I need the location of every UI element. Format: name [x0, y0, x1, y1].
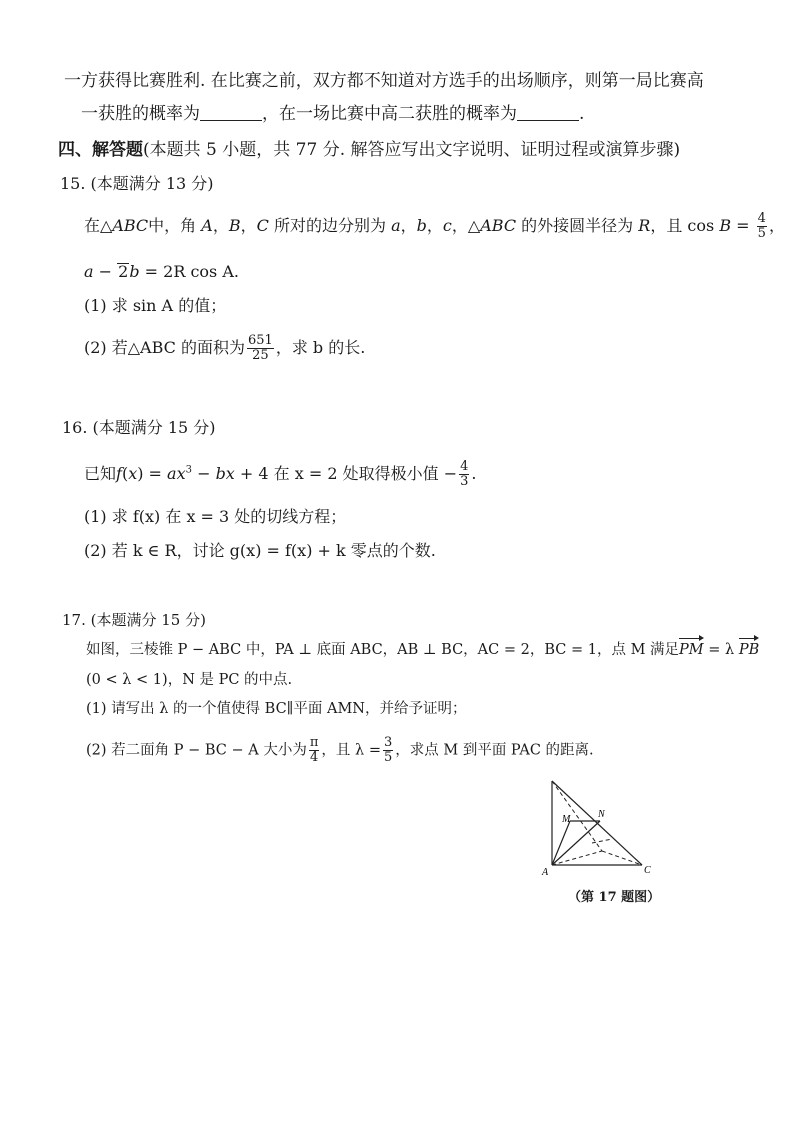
- label-n: N: [598, 809, 605, 820]
- q17-part-1: (1) 请写出 λ 的一个值使得 BC∥平面 AMN，并给予证明；: [86, 701, 467, 717]
- q16-part-1: (1) 求 f(x) 在 x = 3 处的切线方程；: [84, 507, 347, 526]
- label-c: C: [644, 865, 651, 876]
- q16-stem-a: 已知: [84, 464, 117, 483]
- q17-part-2-a: (2) 若二面角 P − BC − A 大小为: [86, 742, 307, 759]
- q17-part-2: [86, 736, 594, 765]
- q16-stem: 已知$f(x) = ax^3$ − bx + 4 在 x = 2 处取得极小值 − $\frac{4}{3}$ .: [84, 459, 477, 489]
- q15-header: 15. (本题满分 13 分): [60, 174, 214, 193]
- label-a: A: [542, 867, 549, 878]
- q16-fraction: $\frac{4}{3}$: [460, 459, 469, 489]
- q17-stem-a: 如图，三棱锥 P − ABC 中，PA ⊥ 底面 ABC，AB ⊥ BC，AC = 2，BC = 1，点 M 满足: [86, 642, 680, 658]
- intro-line-2: [81, 104, 584, 124]
- q16-stem-b: 在 x = 2 处取得极小值 −: [273, 464, 458, 483]
- q15-stem-part: 在△: [84, 216, 113, 235]
- q16-header: 16. (本题满分 15 分): [62, 418, 216, 437]
- edge-am: [552, 821, 570, 865]
- q15-stem-part: 的外接圆半径为: [521, 216, 634, 235]
- q15-stem: 在△ABC中，角 A，B，C 所对的边分别为 a，b，c，△ABC 的外接圆半径为 R，且 cos B = $\frac{4}{5}$ ，: [84, 211, 785, 241]
- q15-stem-part: 所对的边分别为: [273, 216, 386, 235]
- q17-header: 17. (本题满分 15 分): [62, 611, 206, 629]
- figure-caption: （第 17 题图）: [568, 890, 661, 905]
- q17-part-2-b: ，且 λ =: [321, 742, 381, 759]
- vector-pm: PM: [679, 642, 704, 658]
- intro-line-1: 一方获得比赛胜利. 在比赛之前，双方都不知道对方选手的出场顺序，则第一局比赛高: [64, 71, 704, 91]
- q15-equation-rhs: = 2R cos A.: [144, 262, 239, 281]
- section-note: (本题共 5 小题，共 77 分. 解答应写出文字说明、证明过程或演算步骤): [143, 140, 681, 160]
- edge-bc: [602, 851, 642, 865]
- q15-part-2: [84, 334, 365, 363]
- q15-stem-part: ，且 cos: [650, 216, 715, 235]
- pyramid-figure: [540, 775, 660, 880]
- q15-area-fraction: $\frac{651}{25}$: [248, 333, 273, 363]
- intro-text-b: ，在一场比赛中高二获胜的概率为: [262, 104, 517, 124]
- section-title: 四、解答题: [58, 140, 143, 160]
- q17-stem-eq: = λ: [703, 642, 739, 658]
- q15-part-2-b: ，求 b 的长.: [275, 338, 366, 357]
- q15-cos-fraction: $\frac{4}{5}$: [757, 211, 766, 241]
- intro-text-end: .: [579, 104, 585, 124]
- label-m: M: [562, 814, 571, 825]
- q15-stem-part: ，△: [451, 216, 481, 235]
- q15-stem-part: 中，角: [148, 216, 197, 235]
- q15-part-1: (1) 求 sin A 的值；: [84, 296, 227, 315]
- q17-stem: [86, 640, 759, 660]
- intro-text-a: 一获胜的概率为: [81, 104, 200, 124]
- answer-blank-1: [200, 104, 262, 121]
- q16-part-2: (2) 若 k ∈ R，讨论 g(x) = f(x) + k 零点的个数.: [84, 541, 436, 560]
- q17-lambda-fraction: $\frac{3}{5}$: [383, 735, 393, 765]
- q17-stem-2: (0 < λ < 1)，N 是 PC 的中点.: [86, 672, 293, 688]
- edge-pb: [552, 781, 602, 851]
- answer-blank-2: [517, 104, 579, 121]
- q15-equation: a − 2b = 2R cos A.: [84, 262, 239, 281]
- section-heading: [58, 140, 680, 160]
- q15-part-2-a: (2) 若△ABC 的面积为: [84, 338, 245, 357]
- vector-pb: PB: [738, 642, 760, 658]
- q17-part-2-c: ，求点 M 到平面 PAC 的距离.: [395, 742, 594, 759]
- q17-angle-fraction: $\frac{\pi}{4}$: [309, 735, 319, 765]
